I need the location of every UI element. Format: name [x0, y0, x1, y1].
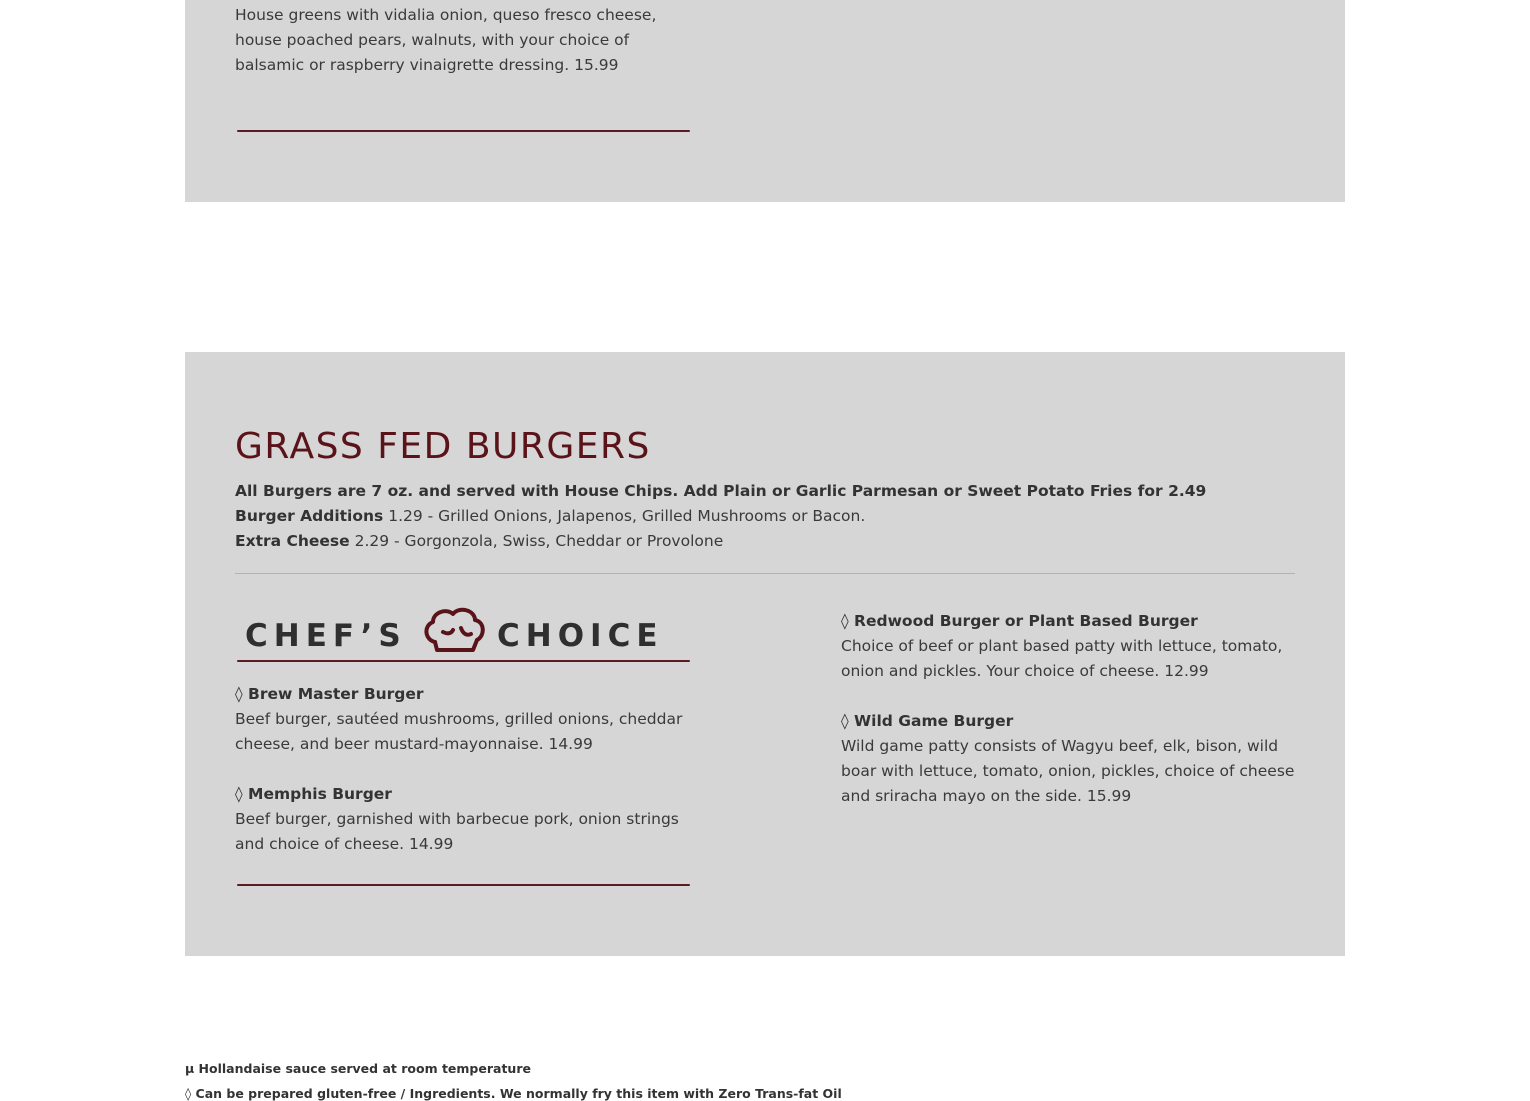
footnote-partial: ◊ Can be prepared gluten-free / Ingredients. We normally fry this item with Zero Trans-fat Oil — [185, 1086, 842, 1101]
salad-description: House greens with vidalia onion, queso fresco cheese, house poached pears, walnuts, with your choice of balsamic or raspberry vinaigrette dressing. 15.99 — [235, 6, 657, 74]
section-divider — [235, 573, 1295, 574]
menu-item-brew-master — [235, 682, 695, 757]
burger-notes — [235, 479, 1206, 554]
extra-cheese-label: Extra Cheese — [235, 532, 350, 550]
menu-item-wild-game — [841, 709, 1301, 809]
section-title: GRASS FED BURGERS — [235, 426, 651, 467]
left-column-bottom-divider — [237, 884, 690, 886]
extra-cheese-note — [235, 529, 1206, 554]
chefs-choice-word-right: CHOICE — [497, 618, 664, 654]
chef-hat-icon — [421, 604, 487, 654]
salad-section — [185, 0, 1345, 202]
burger-additions-label: Burger Additions — [235, 507, 384, 525]
left-menu-column — [235, 682, 695, 882]
burger-additions-note — [235, 504, 1206, 529]
extra-cheese-text: 2.29 - Gorgonzola, Swiss, Cheddar or Provolone — [349, 532, 724, 550]
menu-item-description: Wild game patty consists of Wagyu beef, elk, bison, wild boar with lettuce, tomato, onion, pickles, choice of cheese and sriracha mayo on the side. 15.99 — [841, 737, 1295, 805]
menu-item-name: ◊ Brew Master Burger — [235, 685, 424, 703]
chefs-choice-underline — [237, 660, 690, 662]
menu-item-description: Beef burger, garnished with barbecue pork, onion strings and choice of cheese. 14.99 — [235, 810, 679, 853]
burger-additions-text: 1.29 - Grilled Onions, Jalapenos, Grilled Mushrooms or Bacon. — [383, 507, 866, 525]
menu-item-description: Beef burger, sautéed mushrooms, grilled onions, cheddar cheese, and beer mustard-mayonnaise. 14.99 — [235, 710, 683, 753]
chefs-choice-word-left: CHEF’S — [245, 618, 407, 654]
footnote-hollandaise: µ Hollandaise sauce served at room temperature — [185, 1061, 531, 1076]
menu-item-memphis — [235, 782, 695, 857]
salad-divider — [237, 130, 690, 132]
menu-item-redwood — [841, 609, 1301, 684]
burger-intro-note — [235, 479, 1206, 504]
chefs-choice-logo — [235, 602, 695, 666]
burgers-section — [185, 352, 1345, 956]
burger-intro-text: All Burgers are 7 oz. and served with House Chips. Add Plain or Garlic Parmesan or Sweet Potato Fries for 2.49 — [235, 482, 1207, 500]
menu-item-name: ◊ Memphis Burger — [235, 785, 392, 803]
menu-item-name: ◊ Wild Game Burger — [841, 712, 1014, 730]
menu-item-name: ◊ Redwood Burger or Plant Based Burger — [841, 612, 1198, 630]
right-menu-column — [841, 609, 1301, 834]
menu-item-description: Choice of beef or plant based patty with lettuce, tomato, onion and pickles. Your choice of cheese. 12.99 — [841, 637, 1283, 680]
